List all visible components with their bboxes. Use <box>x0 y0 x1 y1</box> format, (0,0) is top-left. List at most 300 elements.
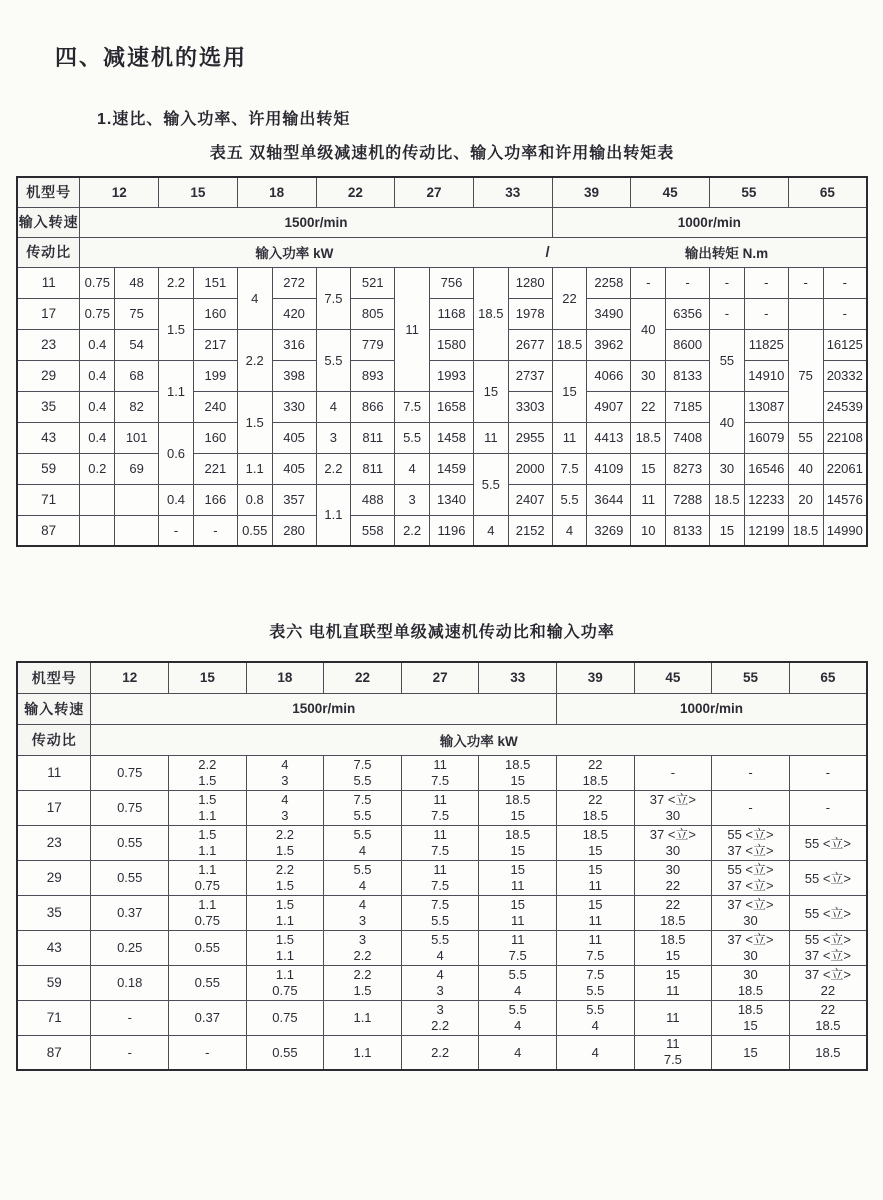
data-cell: 2737 <box>508 360 552 391</box>
data-cell: 0.75 <box>80 298 115 329</box>
data-cell-line: 0.75 <box>272 982 298 998</box>
data-cell-line: 5.5 <box>586 982 605 998</box>
data-cell <box>557 860 635 895</box>
model-header-cell: / <box>508 237 587 267</box>
data-cell: 1.1 <box>324 1000 402 1035</box>
data-cell <box>80 515 115 546</box>
data-cell-line: 15 <box>510 896 525 912</box>
data-cell-line: 15 <box>510 807 525 823</box>
data-cell <box>401 825 479 860</box>
ratio-cell: 71 <box>17 1000 91 1035</box>
data-cell: 558 <box>351 515 395 546</box>
data-cell: 2677 <box>508 329 552 360</box>
data-cell-line: 2.2 <box>198 756 217 772</box>
page-title: 四、减速机的选用 <box>55 45 248 70</box>
data-cell: 0.18 <box>91 965 169 1000</box>
data-cell-line: 4 <box>358 896 367 912</box>
data-cell: 2407 <box>508 484 552 515</box>
data-cell-line: 7.5 <box>431 877 450 893</box>
ratio-cell: 23 <box>17 825 91 860</box>
data-cell: 1340 <box>430 484 474 515</box>
data-cell: 0.55 <box>91 860 169 895</box>
data-cell: 1459 <box>430 453 474 484</box>
data-cell-line: 11 <box>510 931 525 947</box>
data-cell: 0.37 <box>169 1000 247 1035</box>
data-cell-line: 18.5 <box>815 1017 841 1033</box>
data-cell: 398 <box>272 360 316 391</box>
data-cell: 240 <box>193 391 237 422</box>
data-cell: 2000 <box>508 453 552 484</box>
data-cell: 18.5 <box>788 515 823 546</box>
ratio-cell: 35 <box>17 895 91 930</box>
table-row <box>17 1000 867 1035</box>
data-cell <box>115 515 159 546</box>
table-row <box>17 329 867 360</box>
data-cell: 3 <box>316 422 351 453</box>
data-cell-line: 30 <box>743 966 758 982</box>
data-cell-line: 37 <立> <box>649 791 697 807</box>
data-cell: 0.37 <box>91 895 169 930</box>
model-header-cell: 22 <box>324 662 402 693</box>
data-cell: 8273 <box>666 453 710 484</box>
model-header-cell: 15 <box>159 177 238 207</box>
model-header-cell: 1500r/min <box>80 207 552 237</box>
header-row <box>17 662 867 693</box>
data-cell: 0.55 <box>246 1035 324 1070</box>
header-cell: 输入转速 <box>17 207 80 237</box>
data-cell-line: 18.5 <box>582 807 608 823</box>
data-cell: 3962 <box>587 329 631 360</box>
ratio-cell: 87 <box>17 515 80 546</box>
model-header-cell: 12 <box>80 177 159 207</box>
data-cell: 54 <box>115 329 159 360</box>
data-cell: 811 <box>351 453 395 484</box>
data-cell: 16546 <box>744 453 788 484</box>
data-cell-line: 22 <box>588 791 603 807</box>
data-cell-line: 1.5 <box>198 791 217 807</box>
data-cell <box>479 755 557 790</box>
data-cell: 8133 <box>666 515 710 546</box>
data-cell: 2.2 <box>237 329 272 391</box>
data-cell-line: 37 <立> <box>727 931 774 947</box>
data-cell-line: 11 <box>433 756 447 772</box>
data-cell-line: 15 <box>510 772 525 788</box>
data-cell <box>80 484 115 515</box>
data-cell: 2.2 <box>401 1035 479 1070</box>
data-cell: 6356 <box>666 298 710 329</box>
data-cell-line: 30 <box>665 842 681 858</box>
data-cell-line: 55 <立> <box>727 826 774 842</box>
data-cell-line: 1.1 <box>275 912 294 928</box>
data-cell: 5.5 <box>316 329 351 391</box>
data-cell: 18.5 <box>631 422 666 453</box>
data-cell-line: 2.2 <box>275 826 294 842</box>
data-cell: 779 <box>351 329 395 360</box>
model-header-cell: 33 <box>473 177 552 207</box>
table-row <box>17 825 867 860</box>
data-cell <box>169 790 247 825</box>
data-cell-line: 7.5 <box>586 966 605 982</box>
data-cell-line: 5.5 <box>586 1001 605 1017</box>
model-header-cell: 39 <box>552 177 631 207</box>
data-cell-line: 7.5 <box>431 807 450 823</box>
data-cell: 11 <box>395 267 430 391</box>
data-cell-line: 15 <box>588 842 603 858</box>
data-cell: 0.6 <box>159 422 194 484</box>
data-cell: 488 <box>351 484 395 515</box>
data-cell: 15 <box>552 360 587 422</box>
data-cell <box>634 1035 712 1070</box>
data-cell-line: 5.5 <box>353 826 372 842</box>
data-cell: 1.5 <box>159 298 194 360</box>
data-cell: 82 <box>115 391 159 422</box>
model-header-cell: 输入功率 kW <box>91 724 867 755</box>
data-cell <box>557 930 635 965</box>
model-header-cell: 45 <box>631 177 710 207</box>
data-cell: 4413 <box>587 422 631 453</box>
data-cell: 272 <box>272 267 316 298</box>
data-cell: 217 <box>193 329 237 360</box>
data-cell-line: 22 <box>665 896 681 912</box>
data-cell: 357 <box>272 484 316 515</box>
data-cell <box>712 860 790 895</box>
data-cell: 1658 <box>430 391 474 422</box>
data-cell <box>712 965 790 1000</box>
data-cell <box>246 930 324 965</box>
data-cell-line: 2.2 <box>353 947 372 963</box>
data-cell: 7.5 <box>395 391 430 422</box>
data-cell <box>115 484 159 515</box>
data-cell <box>557 825 635 860</box>
data-cell <box>479 930 557 965</box>
data-cell-line: 30 <box>743 912 758 928</box>
data-cell-line: 11 <box>433 861 447 877</box>
data-cell: 18.5 <box>473 267 508 360</box>
ratio-cell: 43 <box>17 422 80 453</box>
data-cell: 893 <box>351 360 395 391</box>
ratio-cell: 23 <box>17 329 80 360</box>
data-cell-line: 1.1 <box>275 966 294 982</box>
data-cell: 12233 <box>744 484 788 515</box>
data-cell <box>789 1000 867 1035</box>
data-cell: 55 <box>788 422 823 453</box>
data-cell-line: 3 <box>436 1001 444 1017</box>
data-cell <box>712 825 790 860</box>
data-cell-line: 5.5 <box>508 1001 527 1017</box>
data-cell: 420 <box>272 298 316 329</box>
header-row <box>17 177 867 207</box>
data-cell-line: 22 <box>588 756 603 772</box>
data-cell <box>324 860 402 895</box>
data-cell: 0.75 <box>91 755 169 790</box>
data-cell: - <box>823 267 867 298</box>
data-cell: 7.5 <box>316 267 351 329</box>
data-cell-line: 3 <box>436 982 444 998</box>
data-cell <box>634 965 712 1000</box>
ratio-cell: 11 <box>17 755 91 790</box>
data-cell: 0.4 <box>159 484 194 515</box>
data-cell: 8600 <box>666 329 710 360</box>
data-cell-line: 15 <box>588 896 603 912</box>
data-cell <box>246 895 324 930</box>
data-cell-line: 37 <立> <box>649 826 697 842</box>
table-row <box>17 930 867 965</box>
data-cell <box>401 790 479 825</box>
data-cell: 14990 <box>823 515 867 546</box>
data-cell: 405 <box>272 422 316 453</box>
data-cell: 22 <box>631 391 666 422</box>
model-header-cell: 55 <box>710 177 789 207</box>
data-cell: 805 <box>351 298 395 329</box>
data-cell: 811 <box>351 422 395 453</box>
data-cell: 15 <box>631 453 666 484</box>
data-cell: - <box>712 790 790 825</box>
data-cell <box>712 930 790 965</box>
data-cell: 2.2 <box>316 453 351 484</box>
data-cell: - <box>823 298 867 329</box>
data-cell <box>401 860 479 895</box>
header-cell: 输入转速 <box>17 693 91 724</box>
model-header-cell: 18 <box>246 662 324 693</box>
data-cell <box>324 930 402 965</box>
data-cell-line: 7.5 <box>431 772 450 788</box>
model-header-cell: 1000r/min <box>552 207 867 237</box>
data-cell-line: 15 <box>665 947 681 963</box>
data-cell: 2.2 <box>395 515 430 546</box>
data-cell-line: 3 <box>358 931 367 947</box>
data-cell: 866 <box>351 391 395 422</box>
data-cell: 3269 <box>587 515 631 546</box>
table-row <box>17 515 867 546</box>
data-cell-line: 22 <box>820 982 836 998</box>
data-cell-line: 1.1 <box>198 861 217 877</box>
data-cell: - <box>91 1035 169 1070</box>
data-cell <box>169 755 247 790</box>
data-cell: 4 <box>479 1035 557 1070</box>
data-cell: 55 <box>710 329 745 391</box>
model-header-cell: 18 <box>237 177 316 207</box>
data-cell: 4 <box>473 515 508 546</box>
model-header-cell: 输入功率 kW <box>80 237 508 267</box>
data-cell: 40 <box>788 453 823 484</box>
data-cell-line: 11 <box>666 1036 680 1052</box>
data-cell-line: 18.5 <box>660 931 686 947</box>
data-cell: 30 <box>710 453 745 484</box>
data-cell: 8133 <box>666 360 710 391</box>
data-cell <box>712 1000 790 1035</box>
data-cell-line: 15 <box>588 861 603 877</box>
data-cell: 0.2 <box>80 453 115 484</box>
data-cell: - <box>634 755 712 790</box>
table5 <box>16 176 868 547</box>
data-cell: 1.1 <box>316 484 351 546</box>
data-cell: 0.75 <box>91 790 169 825</box>
data-cell: 1196 <box>430 515 474 546</box>
data-cell-line: 7.5 <box>353 756 372 772</box>
data-cell: 4907 <box>587 391 631 422</box>
data-cell: 2955 <box>508 422 552 453</box>
data-cell-line: 5.5 <box>353 772 372 788</box>
data-cell <box>246 860 324 895</box>
data-cell: - <box>666 267 710 298</box>
data-cell: 1978 <box>508 298 552 329</box>
data-cell: 0.25 <box>91 930 169 965</box>
data-cell <box>169 860 247 895</box>
data-cell-line: 7.5 <box>586 947 605 963</box>
ratio-cell: 59 <box>17 453 80 484</box>
data-cell <box>479 1000 557 1035</box>
data-cell: 55 <立> <box>789 895 867 930</box>
data-cell <box>557 790 635 825</box>
data-cell-line: 37 <立> <box>727 877 774 893</box>
data-cell-line: 4 <box>436 947 444 963</box>
data-cell: 15 <box>712 1035 790 1070</box>
data-cell-line: 11 <box>666 982 680 998</box>
data-cell: 30 <box>631 360 666 391</box>
data-cell: - <box>159 515 194 546</box>
data-cell-line: 11 <box>588 877 603 893</box>
data-cell: 0.8 <box>237 484 272 515</box>
data-cell-line: 1.5 <box>353 982 372 998</box>
data-cell: 48 <box>115 267 159 298</box>
data-cell-line: 2.2 <box>431 1017 450 1033</box>
ratio-cell: 35 <box>17 391 80 422</box>
data-cell: 5.5 <box>552 484 587 515</box>
data-cell: 1993 <box>430 360 474 391</box>
data-cell: - <box>744 267 788 298</box>
data-cell-line: 4 <box>358 877 367 893</box>
data-cell-line: 1.1 <box>275 947 294 963</box>
data-cell <box>479 860 557 895</box>
data-cell: - <box>789 755 867 790</box>
data-cell-line: 11 <box>510 877 525 893</box>
data-cell: 2152 <box>508 515 552 546</box>
ratio-cell: 17 <box>17 790 91 825</box>
data-cell <box>634 860 712 895</box>
ratio-cell: 29 <box>17 360 80 391</box>
data-cell: 10 <box>631 515 666 546</box>
data-cell: 4066 <box>587 360 631 391</box>
model-header-cell: 55 <box>712 662 790 693</box>
data-cell-line: 11 <box>510 912 525 928</box>
data-cell: 11 <box>631 484 666 515</box>
data-cell: 0.4 <box>80 360 115 391</box>
data-cell <box>401 895 479 930</box>
data-cell: 3644 <box>587 484 631 515</box>
data-cell-line: 1.5 <box>275 896 294 912</box>
table-row <box>17 1035 867 1070</box>
data-cell-line: 11 <box>433 826 447 842</box>
data-cell: 221 <box>193 453 237 484</box>
data-cell <box>789 965 867 1000</box>
data-cell <box>324 895 402 930</box>
data-cell-line: 55 <立> <box>804 931 852 947</box>
table6-caption: 表六 电机直联型单级减速机传动比和输入功率 <box>269 624 615 641</box>
header-row <box>17 237 867 267</box>
data-cell-line: 4 <box>591 1017 599 1033</box>
data-cell: 4 <box>395 453 430 484</box>
data-cell <box>634 790 712 825</box>
data-cell <box>401 755 479 790</box>
table6-container <box>0 661 883 1071</box>
data-cell <box>712 895 790 930</box>
data-cell-line: 7.5 <box>508 947 527 963</box>
data-cell: 0.75 <box>246 1000 324 1035</box>
table-row <box>17 860 867 895</box>
data-cell-line: 30 <box>743 947 758 963</box>
data-cell-line: 4 <box>514 982 522 998</box>
data-cell: 20332 <box>823 360 867 391</box>
data-cell: 3303 <box>508 391 552 422</box>
data-cell: 7185 <box>666 391 710 422</box>
data-cell: 14910 <box>744 360 788 391</box>
data-cell <box>479 825 557 860</box>
model-header-cell: 65 <box>788 177 867 207</box>
data-cell: 2.2 <box>159 267 194 298</box>
data-cell-line: 5.5 <box>353 807 372 823</box>
data-cell-line: 55 <立> <box>727 861 774 877</box>
data-cell: 7.5 <box>552 453 587 484</box>
data-cell: 22061 <box>823 453 867 484</box>
ratio-cell: 17 <box>17 298 80 329</box>
data-cell-line: 4 <box>358 842 367 858</box>
data-cell: - <box>710 267 745 298</box>
table-row <box>17 895 867 930</box>
data-cell-line: 7.5 <box>663 1052 682 1068</box>
data-cell-line: 22 <box>665 877 681 893</box>
data-cell <box>169 825 247 860</box>
header-row <box>17 693 867 724</box>
data-cell: 13087 <box>744 391 788 422</box>
data-cell-line: 4 <box>436 966 444 982</box>
data-cell-line: 3 <box>358 912 367 928</box>
data-cell: 68 <box>115 360 159 391</box>
data-cell: - <box>169 1035 247 1070</box>
data-cell: 7408 <box>666 422 710 453</box>
data-cell: 18.5 <box>789 1035 867 1070</box>
data-cell-line: 18.5 <box>505 826 531 842</box>
data-cell-line: 15 <box>743 1017 758 1033</box>
model-header-cell: 65 <box>789 662 867 693</box>
model-header-cell: 33 <box>479 662 557 693</box>
data-cell: 330 <box>272 391 316 422</box>
data-cell-line: 0.75 <box>194 877 220 893</box>
data-cell: 12199 <box>744 515 788 546</box>
ratio-cell: 11 <box>17 267 80 298</box>
data-cell-line: 4 <box>281 756 289 772</box>
data-cell: - <box>744 298 788 329</box>
data-cell-line: 30 <box>665 807 681 823</box>
data-cell-line: 7.5 <box>431 896 450 912</box>
table-row <box>17 965 867 1000</box>
data-cell: 151 <box>193 267 237 298</box>
data-cell: 1.1 <box>324 1035 402 1070</box>
data-cell: 199 <box>193 360 237 391</box>
data-cell <box>634 930 712 965</box>
data-cell-line: 5.5 <box>431 912 450 928</box>
data-cell: 521 <box>351 267 395 298</box>
ratio-cell: 29 <box>17 860 91 895</box>
model-header-cell: 1500r/min <box>91 693 557 724</box>
data-cell: 75 <box>788 329 823 422</box>
data-cell: 22 <box>552 267 587 329</box>
data-cell: 1.5 <box>237 391 272 453</box>
data-cell: 0.55 <box>237 515 272 546</box>
data-cell: 75 <box>115 298 159 329</box>
data-cell: 280 <box>272 515 316 546</box>
table-row <box>17 484 867 515</box>
ratio-cell: 87 <box>17 1035 91 1070</box>
